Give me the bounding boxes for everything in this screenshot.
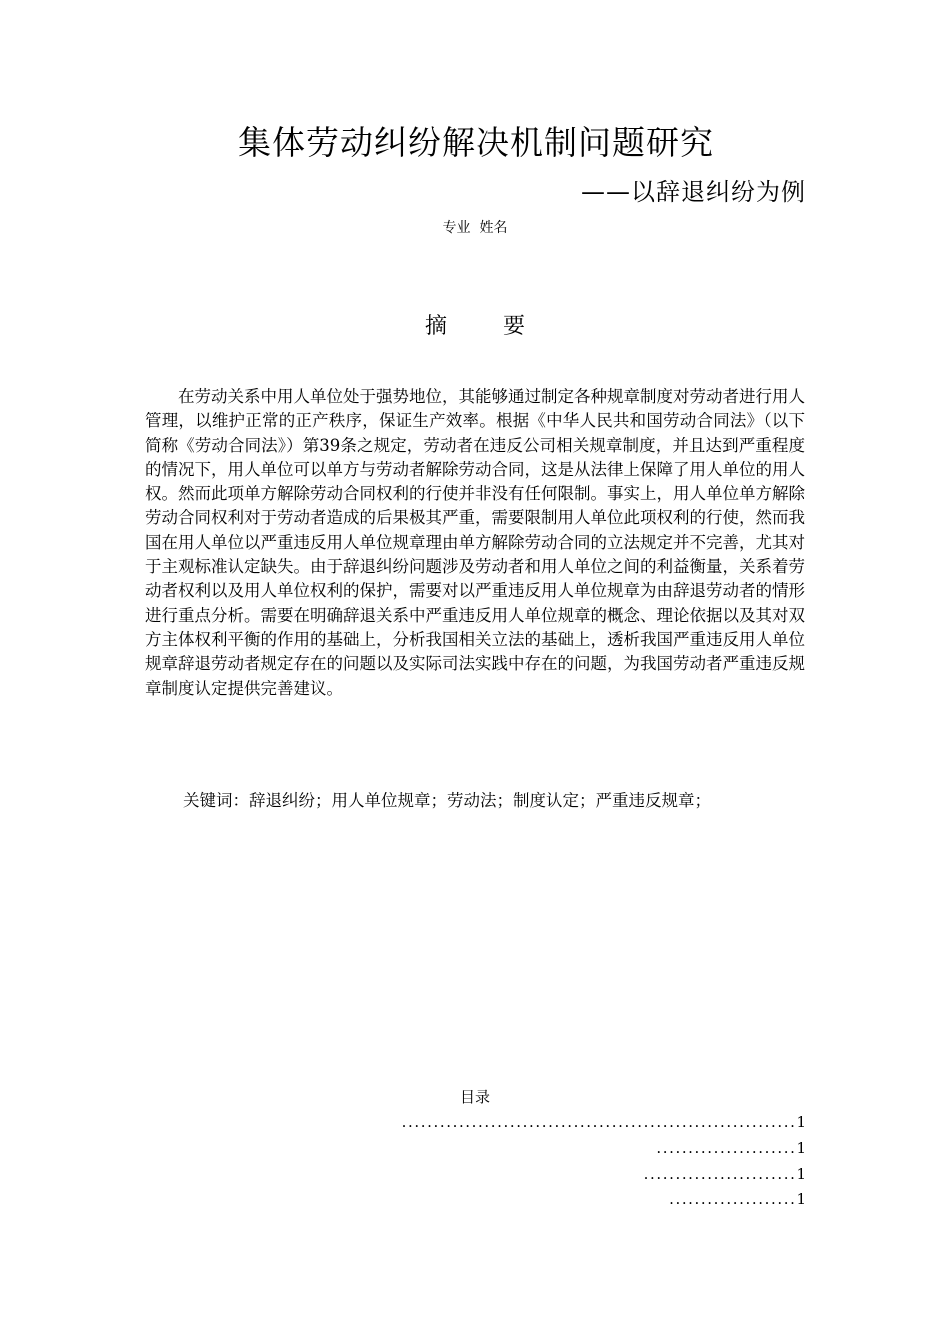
toc-leader-dots: ........................ [643,1165,797,1183]
toc-leader-dots: ...................... [656,1139,797,1157]
toc-entry[interactable] [644,1162,806,1186]
toc-leader-dots: .................... [669,1190,797,1208]
toc-page-number: 1 [796,1139,806,1157]
toc-entry[interactable] [402,1110,806,1134]
keywords-text: 辞退纠纷；用人单位规章；劳动法；制度认定；严重违反规章； [249,791,711,810]
toc-leader-dots: .............................................................. [401,1113,797,1131]
toc-entry[interactable] [656,1136,806,1160]
abstract-body: 在劳动关系中用人单位处于强势地位，其能够通过制定各种规章制度对劳动者进行用人管理，以维护正常的正产秩序，保证生产效率。根据《中华人民共和国劳动合同法》（以下简称《劳动合同法》）第39条之规定，劳动者在违反公司相关规章制度，并且达到严重程度的情况下，用人单位可以单方与劳动者解除劳动合同，这是从法律上保障了用人单位的用人权。然而此项单方解除劳动合同权利的行使并非没有任何限制。事实上，用人单位单方解除劳动合同权利对于劳动者造成的后果极其严重，需要限制用人单位此项权利的行使，然而我国在用人单位以严重违反用人单位规章理由单方解除劳动合同的立法规定并不完善，尤其对于主观标准认定缺失。由于辞退纠纷问题涉及劳动者和用人单位之间的利益衡量，关系着劳动者权利以及用人单位权利的保护，需要对以严重违反用人单位规章为由辞退劳动者的情形进行重点分析。需要在明确辞退关系中严重违反用人单位规章的概念、理论依据以及其对双方主体权利平衡的作用的基础上，分析我国相关立法的基础上，透析我国严重违反用人单位规章辞退劳动者规定存在的问题以及实际司法实践中存在的问题，为我国劳动者严重违反规章制度认定提供完善建议。 [145,387,805,698]
keywords-line [183,789,711,813]
toc-page-number: 1 [796,1190,806,1208]
document-title: 集体劳动纠纷解决机制问题研究 [238,123,714,162]
document-subtitle: ——以辞退纠纷为例 [581,178,806,206]
keywords-label: 关键词： [183,791,249,810]
toc-heading: 目录 [459,1088,490,1106]
abstract-heading: 摘 要 [425,314,539,339]
toc-entry[interactable] [669,1187,806,1211]
toc-page-number: 1 [796,1165,806,1183]
author-line: 专业 姓名 [442,220,508,236]
toc-page-number: 1 [796,1113,806,1131]
